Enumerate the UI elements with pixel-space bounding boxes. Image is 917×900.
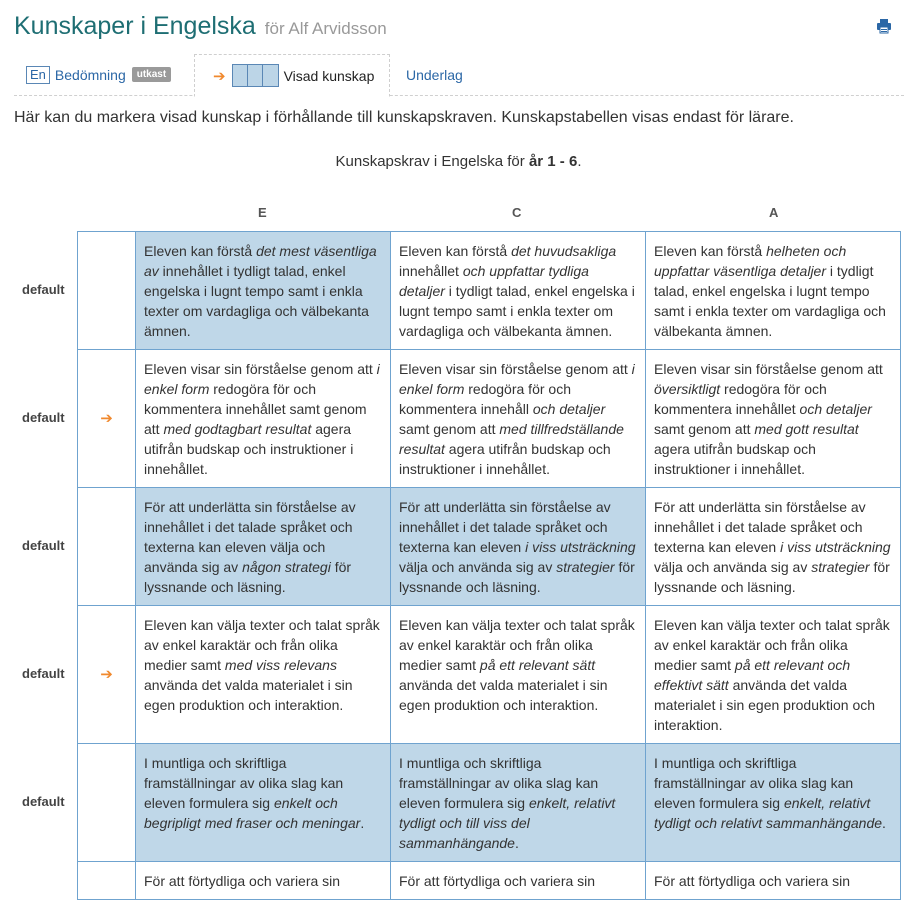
row-arrow-cell xyxy=(78,606,136,744)
requirement-cell-a[interactable]: Eleven visar sin förståelse genom att översiktligt redogöra för och kommentera innehållet och detaljer samt genom att med gott resultat agera utifrån budskap och instruktioner i innehållet. xyxy=(646,350,901,488)
tab-assessment-label[interactable]: Bedömning xyxy=(54,66,126,83)
tab-assessment[interactable] xyxy=(26,54,171,95)
table-row xyxy=(78,350,901,488)
requirement-cell-e[interactable]: För att underlätta sin förståelse av innehållet i det talade språket och texterna kan eleven välja och använda sig av någon strategi för lyssnande och läsning. xyxy=(136,488,391,606)
grade-header-a: A xyxy=(769,205,779,220)
requirement-cell-e[interactable]: Eleven kan förstå det mest väsentliga av innehållet i tydligt talad, enkel engelska i lugnt tempo samt i enkla texter om vardagliga och välbekanta ämnen. xyxy=(136,232,391,350)
row-label: default xyxy=(22,794,65,809)
tab-shown-knowledge[interactable] xyxy=(194,54,390,97)
page-header xyxy=(14,10,904,46)
tab-shown-knowledge-label: Visad kunskap xyxy=(283,67,375,84)
language-badge: En xyxy=(26,66,50,84)
grade-header-e: E xyxy=(258,205,267,220)
requirement-cell-c[interactable]: För att underlätta sin förståelse av innehållet i det talade språket och texterna kan eleven i viss utsträckning välja och använda sig av strategier för lyssnande och läsning. xyxy=(391,488,646,606)
page-title xyxy=(14,12,387,41)
row-label: default xyxy=(22,410,65,425)
grade-header-c: C xyxy=(512,205,522,220)
tab-basis-label[interactable]: Underlag xyxy=(406,66,463,83)
draft-badge: utkast xyxy=(132,67,171,82)
requirement-cell-e[interactable]: Eleven kan välja texter och talat språk av enkel karaktär och från olika medier samt med viss relevans använda det valda materialet i sin egen produktion och interaktion. xyxy=(136,606,391,744)
knowledge-requirements-table xyxy=(77,231,901,900)
row-arrow-cell xyxy=(78,488,136,606)
requirement-cell-a[interactable]: Eleven kan välja texter och talat språk av enkel karaktär och från olika medier samt på ett relevant och effektivt sätt använda det valda materialet i sin egen produktion och interaktion. xyxy=(646,606,901,744)
requirement-cell-c[interactable]: I muntliga och skriftliga framställningar av olika slag kan eleven formulera sig enkelt, relativt tydligt och till viss del sammanhängande. xyxy=(391,744,646,862)
table-row xyxy=(78,862,901,900)
requirement-cell-c[interactable]: Eleven visar sin förståelse genom att i enkel form redogöra för och kommentera innehåll och detaljer samt genom att med tillfredställande resultat agera utifrån budskap och instruktioner i innehållet. xyxy=(391,350,646,488)
arrow-right-icon: ➔ xyxy=(213,67,226,85)
table-row xyxy=(78,488,901,606)
caption-suffix: . xyxy=(577,153,582,170)
row-label: default xyxy=(22,282,65,297)
table-caption xyxy=(0,153,917,170)
grade-grid-icon xyxy=(232,64,279,87)
table-row xyxy=(78,232,901,350)
intro-text: Här kan du markera visad kunskap i förhållande till kunskapskraven. Kunskapstabellen visas endast för lärare. xyxy=(14,109,794,126)
table-row xyxy=(78,606,901,744)
row-label: default xyxy=(22,666,65,681)
requirement-cell-a[interactable]: För att förtydliga och variera sin xyxy=(646,862,901,900)
requirement-cell-c[interactable]: För att förtydliga och variera sin xyxy=(391,862,646,900)
tab-basis[interactable] xyxy=(406,54,463,95)
row-arrow-cell xyxy=(78,232,136,350)
requirement-cell-e[interactable]: I muntliga och skriftliga framställningar av olika slag kan eleven formulera sig enkelt och begripligt med fraser och meningar. xyxy=(136,744,391,862)
requirement-cell-e[interactable]: Eleven visar sin förståelse genom att i enkel form redogöra för och kommentera innehållet samt genom att med godtagbart resultat agera utifrån budskap och instruktioner i innehållet. xyxy=(136,350,391,488)
requirement-cell-c[interactable]: Eleven kan välja texter och talat språk av enkel karaktär och från olika medier samt på ett relevant sätt använda det valda materialet i sin egen produktion och interaktion. xyxy=(391,606,646,744)
student-name: för Alf Arvidsson xyxy=(264,19,387,38)
arrow-right-icon: ➔ xyxy=(100,410,113,427)
row-arrow-cell xyxy=(78,350,136,488)
tab-bar xyxy=(14,54,904,96)
requirement-cell-e[interactable]: För att förtydliga och variera sin xyxy=(136,862,391,900)
requirement-cell-a[interactable]: Eleven kan förstå helheten och uppfattar väsentliga detaljer i tydligt talad, enkel engelska i lugnt tempo samt i enkla texter om vardagliga och välbekanta ämnen. xyxy=(646,232,901,350)
caption-prefix: Kunskapskrav i Engelska för xyxy=(335,153,529,170)
row-label: default xyxy=(22,538,65,553)
requirement-cell-a[interactable]: För att underlätta sin förståelse av innehållet i det talade språket och texterna kan eleven i viss utsträckning välja och använda sig av strategier för lyssnande och läsning. xyxy=(646,488,901,606)
requirement-cell-a[interactable]: I muntliga och skriftliga framställningar av olika slag kan eleven formulera sig enkelt, relativt tydligt och relativt sammanhängande. xyxy=(646,744,901,862)
requirement-cell-c[interactable]: Eleven kan förstå det huvudsakliga innehållet och uppfattar tydliga detaljer i tydligt talad, enkel engelska i lugnt tempo samt i enkla texter om vardagliga och välbekanta ämnen. xyxy=(391,232,646,350)
table-row xyxy=(78,744,901,862)
caption-years: år 1 - 6 xyxy=(528,153,578,170)
arrow-right-icon: ➔ xyxy=(100,666,113,683)
page-title-text: Kunskaper i Engelska xyxy=(14,12,256,40)
printer-icon[interactable] xyxy=(876,18,892,34)
row-arrow-cell xyxy=(78,744,136,862)
row-arrow-cell xyxy=(78,862,136,900)
